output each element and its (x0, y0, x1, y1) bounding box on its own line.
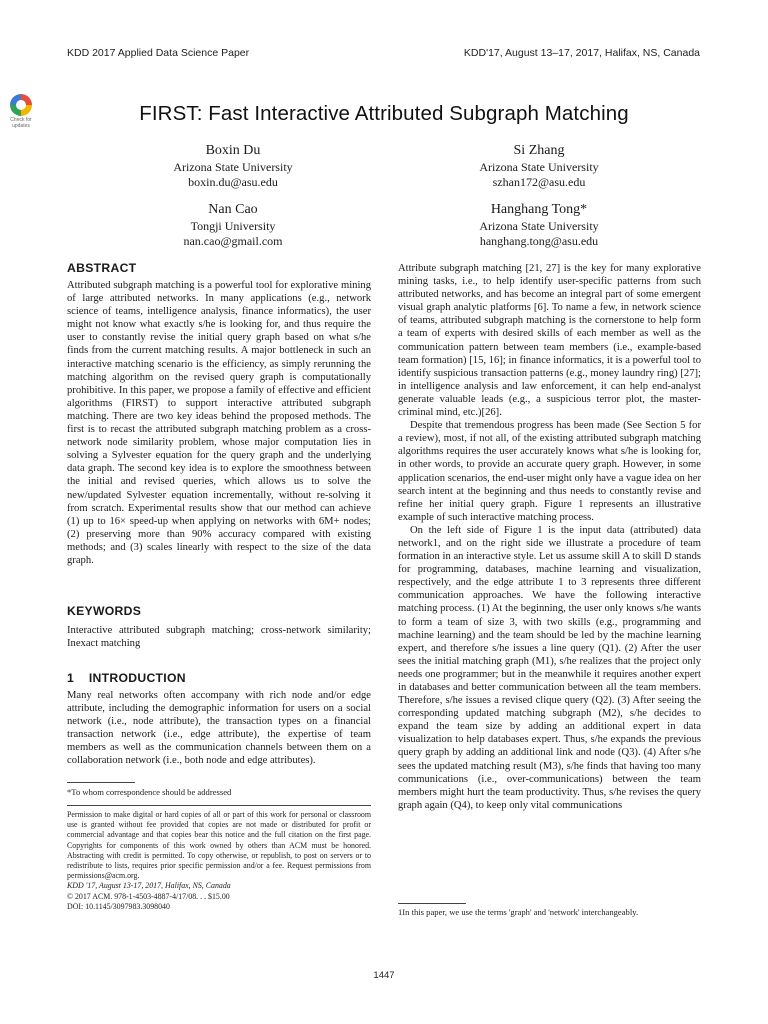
author-affiliation: Tongji University (190, 219, 276, 233)
author-block (103, 201, 363, 249)
author-email[interactable]: nan.cao@gmail.com (183, 234, 283, 248)
running-header-left: KDD 2017 Applied Data Science Paper (67, 47, 250, 59)
author-name: Nan Cao (208, 202, 258, 217)
author-email[interactable]: szhan172@asu.edu (492, 175, 586, 189)
author-name: Si Zhang (513, 143, 565, 158)
footnote-rule (398, 903, 466, 904)
badge-caption: Check for updates (10, 117, 32, 129)
author-affiliation: Arizona State University (479, 219, 599, 233)
page-number: 1447 (373, 970, 395, 981)
keywords-heading: KEYWORDS (67, 604, 142, 618)
paper-title: FIRST: Fast Interactive Attributed Subgraph Matching (139, 102, 629, 125)
author-name: Boxin Du (205, 143, 261, 158)
author-affiliation: Arizona State University (173, 160, 293, 174)
section-title: INTRODUCTION (88, 671, 186, 685)
permission-text: Permission to make digital or hard copies of all or part of this work for personal or classroom use is granted without fee provided that copies are not made or distributed for profit or commercial advantage and that copies bear this notice and the full citation on the first page. Copyrights for components of this work owned by others than ACM must be honored. Abstracting with credit is permitted. To copy otherwise, or republish, to post on servers or to redistribute to lists, requires prior specific permission and/or a fee. Request permissions from permissions@acm.org. (67, 810, 371, 881)
author-block (409, 142, 669, 190)
keywords-body (67, 624, 371, 650)
author-block (409, 201, 669, 249)
abstract-heading: ABSTRACT (67, 261, 137, 275)
footnote-rule (67, 782, 135, 783)
running-header-right: KDD'17, August 13–17, 2017, Halifax, NS, Canada (463, 47, 700, 59)
intro-paragraph: Many real networks often accompany with rich node and/or edge attribute, including the demographic information for users on a social network (i.e., node attribute), the transaction types on a financial transaction network (i.e., edge attribute), the expertise of team members as well as the communication channels between them on a collaboration network (i.e., both node and edge attributes). (67, 690, 371, 767)
correspondence-note: *To whom correspondence should be addressed (67, 787, 232, 797)
permission-block (67, 810, 371, 912)
author-block (103, 142, 363, 190)
paragraph: Attribute subgraph matching [21, 27] is the key for many explorative mining tasks, i.e., to help identify user-specific patterns from such attributed networks, and has become an integral part of some emergent visual graph analytic platforms [6]. To name a few, in network science of teams, attributed subgraph matching is the cornerstone to help form a team of experts with desired skills of each member as well as the communication pattern between team members (i.e., example-based team formation) [15, 16]; in finance informatics, it is a powerful tool to identify suspicious transaction patterns (e.g., money laundry ring) [27]; in intelligence analysis and law enforcement, it can help end-analyst generate valuable leads (e.g., a suspicious terror plot, the master-criminal mind, etc.)[26]. (398, 263, 701, 419)
paragraph: On the left side of Figure 1 is the input data (attributed) data network1, and on the right side we illustrate a procedure of team formation in an interactive style. Let us assume skill A to skill D stands for programming, databases, machine learning and visualization, respectively, and the edge attribute 1 to 3 represents three different communication approaches. We have the following interactive matching process. (1) At the beginning, the user only knows s/he wants to form a team of size 3, with two skills (e.g., programming and machine learning) and the team should be led by the machine learning expert, and therefore s/he issues a line query (Q1). (2) After the user sees the initial matching graph (M1), s/he realizes that the project only needs one programmer; but in the meanwhile it requires another expert in databases and better communication between all the team members. Therefore, s/he issues a revised clique query (Q2). (3) After seeing the corresponding updated matching subgraph (M2), s/he decides to expand the team size by adding an additional expert in data visualization to help databases expert. Thus, s/he expands the previous query graph by adding an additional link and node (Q3). (4) After s/he sees the updated matching result (M3), s/he finds that having too many communications (i.e., over-communications) between the team members might hurt the team productivity. Thus, s/he revises the query graph again (Q4), to keep only vital communications (398, 524, 701, 811)
section-number: 1 (67, 671, 75, 685)
author-affiliation: Arizona State University (479, 160, 599, 174)
abstract-body (67, 279, 371, 567)
intro-heading (67, 671, 186, 685)
intro-right-column (398, 262, 701, 812)
author-email[interactable]: boxin.du@asu.edu (188, 175, 278, 189)
paragraph: Despite that tremendous progress has been made (See Section 5 for a review), most, if not all, of the existing attributed subgraph matching algorithms requires the user accurately knows what s/he is looking for, in other words, to provide an accurate query graph. However, in some application scenarios, the end-user might only have a vague idea on her search intent at the beginning and thus needs to constantly revise and refine her initial query graph. Figure 1 represents an illustrative example of such interactive matching process. (398, 420, 701, 523)
intro-body (67, 689, 371, 768)
abstract-text: Attributed subgraph matching is a powerful tool for explorative mining of large attributed networks. In many applications (e.g., network science of teams, intelligence analysis, finance informatics), the user might not know what exactly s/he is looking for, and thus require the user to constantly revise the initial query graph based on what s/he finds from the current matching results. A major bottleneck in such an interactive matching scenario is the efficiency, as simply rerunning the matching algorithm on the revised query graph is computationally prohibitive. In this paper, we propose a family of effective and efficient algorithms (FIRST) to support interactive attributed subgraph matching. There are two key ideas behind the proposed methods. The first is to recast the attributed subgraph matching problem as a cross-network node similarity problem, whose major computation lies in solving a Sylvester equation for the query graph and the underlying data graph. The second key idea is to explore the smoothness between the initial and revised queries, which allows us to solve the new/updated Sylvester equation incrementally, without re-solving it from scratch. Experimental results show that our method can achieve (1) up to 16× speed-up when applying on networks with 6M+ nodes; (2) preserving more than 90% accuracy compared with existing methods; and (3) scales linearly with respect to the size of the data graph. (67, 280, 371, 566)
conference-line: KDD '17, August 13-17, 2017, Halifax, NS, Canada (67, 881, 231, 891)
keywords-text: Interactive attributed subgraph matching; cross-network similarity; Inexact matching (67, 625, 371, 650)
doi-line[interactable]: DOI: 10.1145/3097983.3098040 (67, 901, 170, 911)
permission-rule (67, 805, 371, 806)
author-name: Hanghang Tong* (490, 202, 588, 217)
copyright-line: © 2017 ACM. 978-1-4503-4887-4/17/08. . . $15.00 (67, 891, 230, 901)
footnote-1: 1In this paper, we use the terms 'graph' and 'network' interchangeably. (398, 907, 639, 917)
author-email[interactable]: hanghang.tong@asu.edu (479, 234, 599, 248)
